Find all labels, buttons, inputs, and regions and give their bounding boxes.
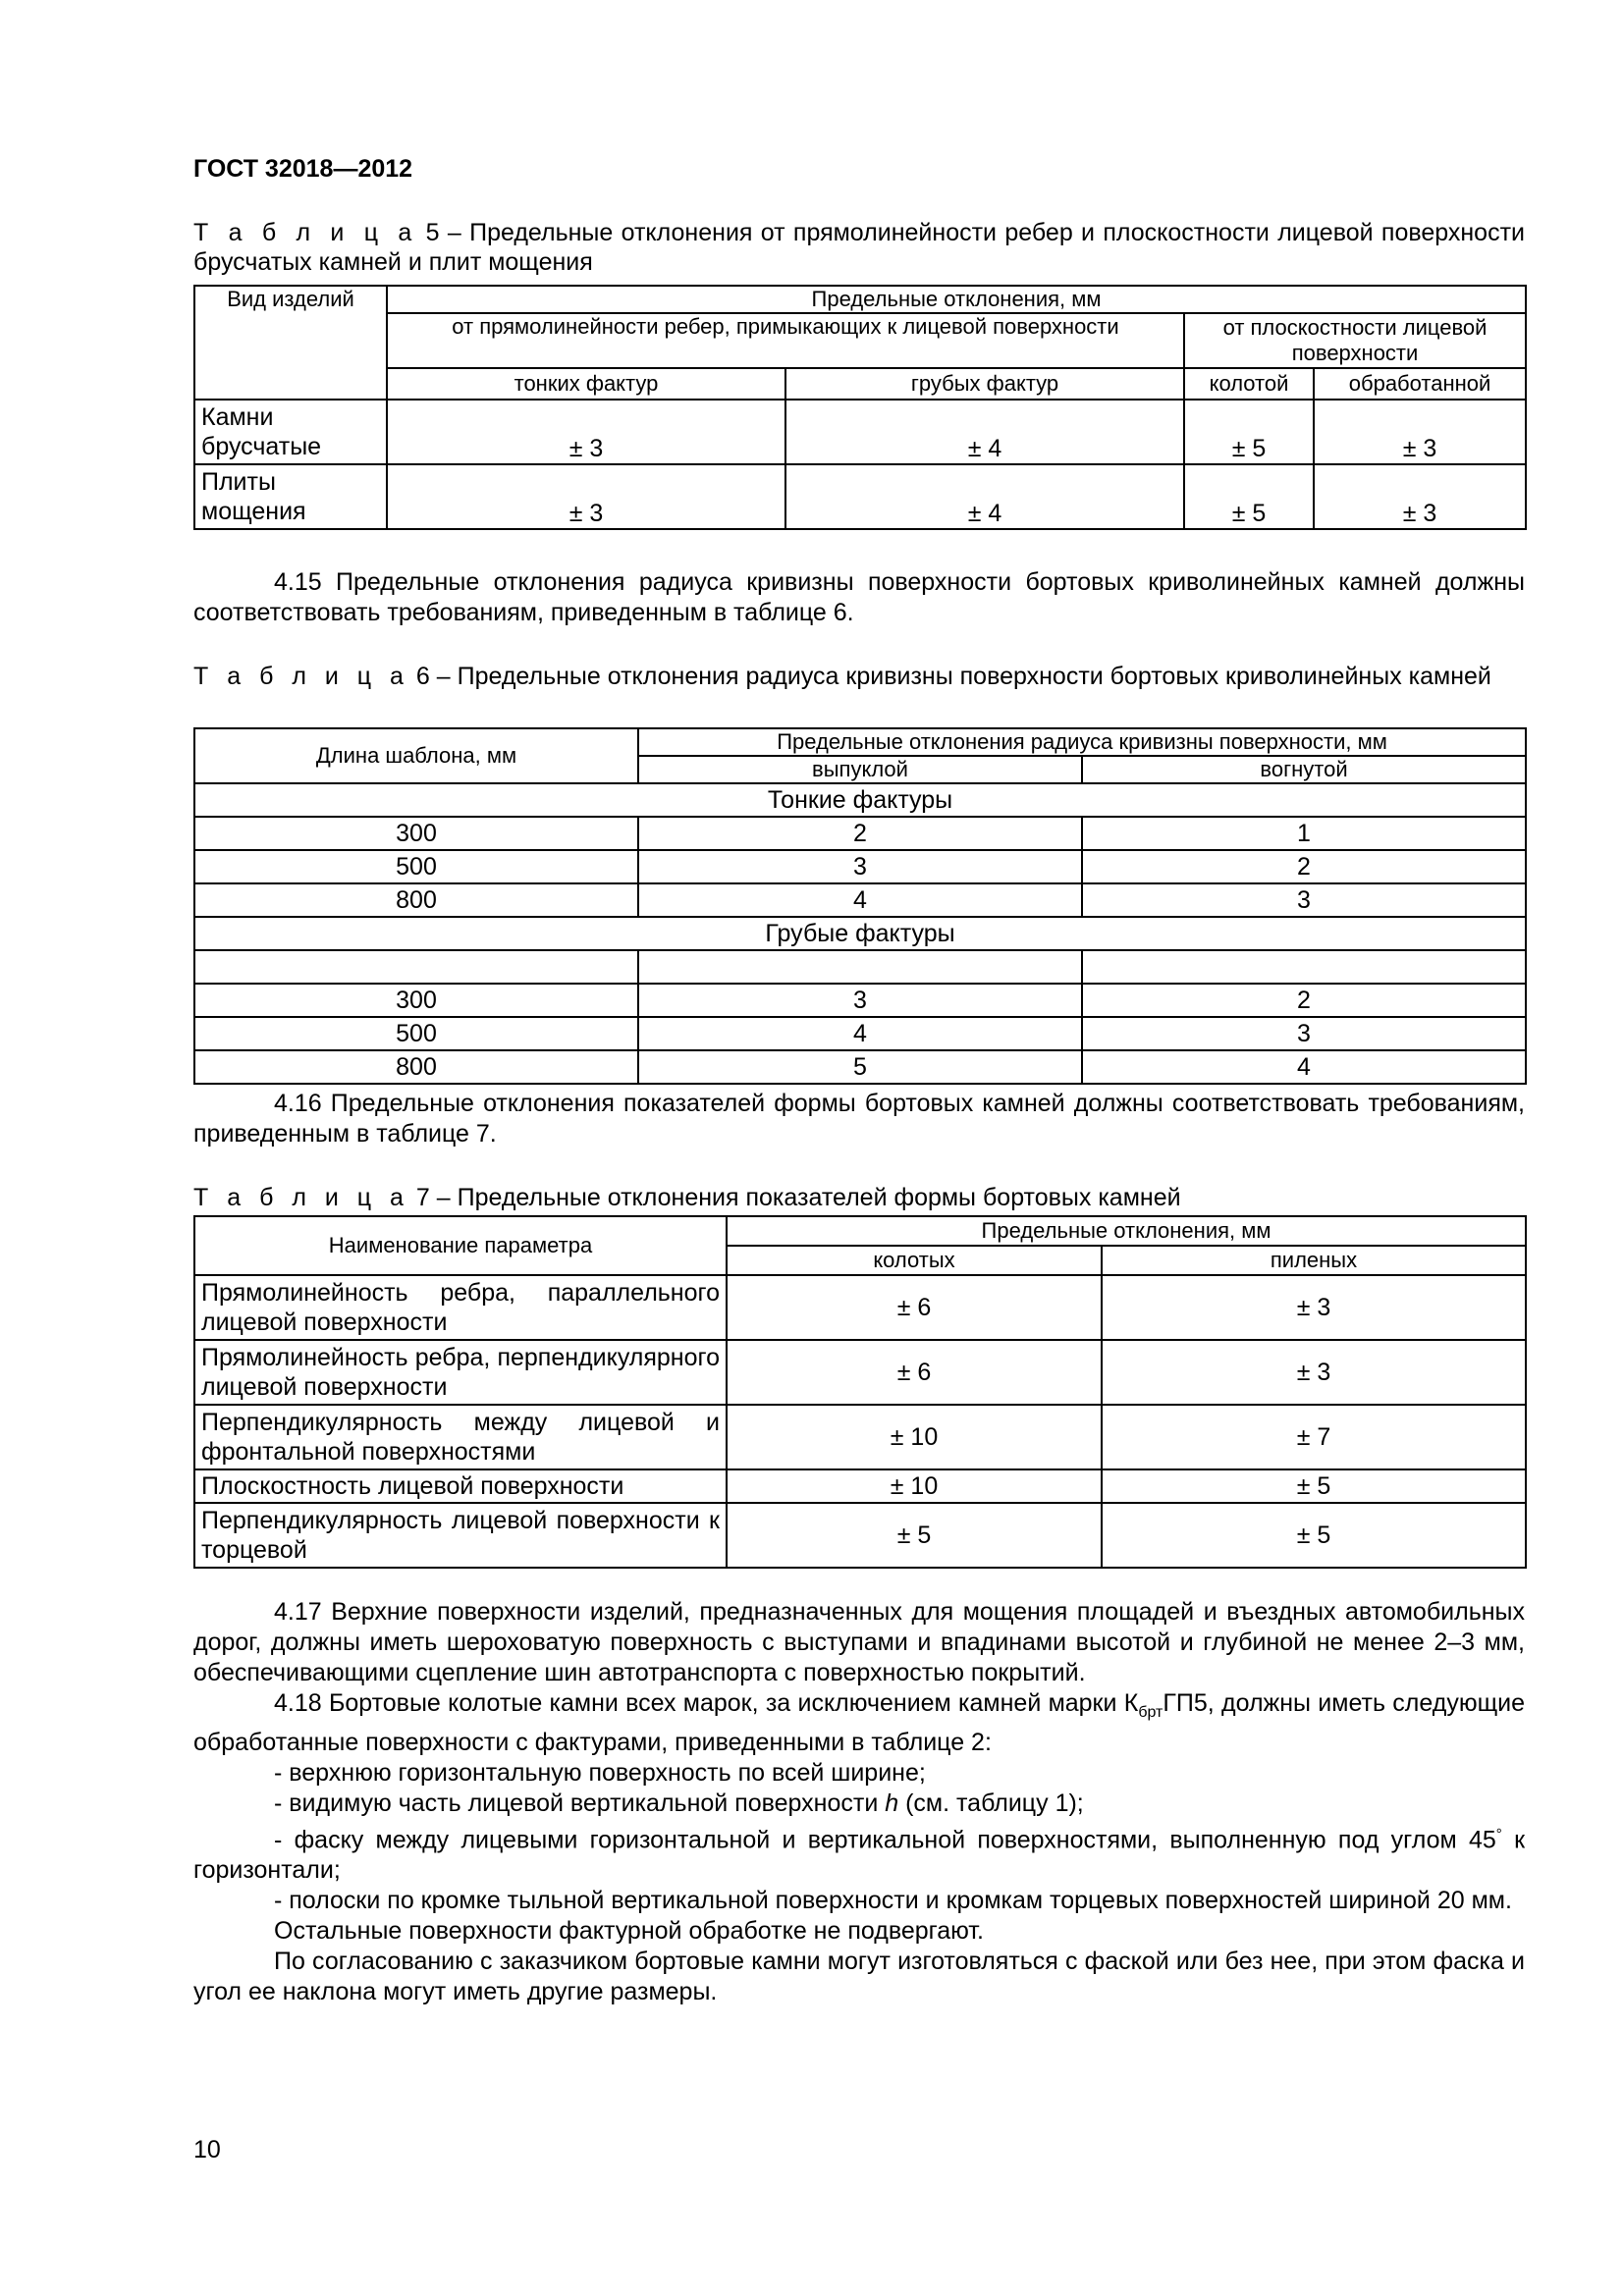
list-item-italic: h [885,1789,899,1817]
table7-cell: ± 10 [727,1469,1102,1503]
paragraph-4-15 [193,567,1525,628]
table7-cell: ± 7 [1102,1405,1526,1469]
table5-cell: ± 3 [1314,464,1526,529]
table5-cell: ± 4 [785,400,1184,464]
table-row [194,1405,1526,1469]
table6 [193,727,1527,1085]
table7-cell: ± 5 [1102,1469,1526,1503]
table7-row-name: Перпендикулярность лицевой поверхности к торцевой [194,1503,727,1568]
table6-cell: 2 [1082,850,1526,883]
table6-header-convex: выпуклой [638,756,1082,783]
table7 [193,1215,1527,1569]
table5-header-thin: тонких фактур [387,368,785,400]
table5-header-limits: Предельные отклонения, мм [387,286,1526,313]
table7-cell: ± 3 [1102,1340,1526,1405]
table6-cell: 4 [638,883,1082,917]
table7-header-limits: Предельные отклонения, мм [727,1216,1526,1246]
list-item [193,1789,1525,1819]
paragraph-4-18 [193,1688,1525,1758]
table6-cell: 3 [638,850,1082,883]
table7-cell: ± 3 [1102,1275,1526,1340]
table5-cell: ± 4 [785,464,1184,529]
table6-section-rough: Грубые фактуры [194,917,1526,950]
table6-empty-cell [638,950,1082,984]
paragraph-4-16-text: 4.16 Предельные отклонения показателей формы бортовых камней должны соответствовать требованиям, приведенным в таблице 7. [193,1090,1525,1148]
table-row [194,950,1526,984]
table5-row-name: Камни брусчатые [194,400,387,464]
paragraph-4-15-text: 4.15 Предельные отклонения радиуса кривизны поверхности бортовых криволинейных камней должны соответствовать требованиям, приведенным в таблице 6. [193,568,1525,626]
table6-cell: 3 [1082,1017,1526,1050]
table6-header-concave: вогнутой [1082,756,1526,783]
table7-cell: ± 6 [727,1340,1102,1405]
degree-sign: ° [1495,1826,1502,1842]
table7-row-name: Прямолинейность ребра, перпендикулярного лицевой поверхности [194,1340,727,1405]
table7-cell: ± 6 [727,1275,1102,1340]
table5-caption [193,218,1525,277]
table5-cell: ± 5 [1184,464,1314,529]
table5-cell: ± 5 [1184,400,1314,464]
table6-caption-prefix: Т а б л и ц а [193,663,409,690]
table-row [194,1340,1526,1405]
table6-cell: 3 [1082,883,1526,917]
table-row [194,400,1526,464]
table6-cell: 4 [1082,1050,1526,1084]
table-row [194,1050,1526,1084]
table-row [194,1275,1526,1340]
doc-code-header: ГОСТ 32018—2012 [193,155,413,183]
table7-row-name: Прямолинейность ребра, параллельного лицевой поверхности [194,1275,727,1340]
page-number: 10 [193,2136,221,2163]
table-row [194,1017,1526,1050]
p418-text-a: 4.18 Бортовые колотые камни всех марок, за исключением камней марки К [274,1689,1139,1717]
table6-cell: 300 [194,817,638,850]
table6-empty-cell [194,950,638,984]
table5-cell: ± 3 [1314,400,1526,464]
table7-cell: ± 5 [727,1503,1102,1568]
table6-section-thin: Тонкие фактуры [194,783,1526,817]
list-item-text: - видимую часть лицевой вертикальной поверхности [274,1789,886,1817]
p418-text-b: ГП5, должны иметь следующие обработанные поверхности с фактурами, приведенными в таблице 2: [193,1689,1526,1756]
list-item-text: (см. таблицу 1); [898,1789,1084,1817]
table7-caption [193,1183,1525,1212]
table6-caption [193,662,1525,691]
table6-cell: 4 [638,1017,1082,1050]
table6-cell: 800 [194,883,638,917]
table-row [194,1469,1526,1503]
table7-header-chipped: колотых [727,1246,1102,1275]
table7-caption-text: 7 – Предельные отклонения показателей формы бортовых камней [408,1184,1181,1211]
list-item: - верхнюю горизонтальную поверхность по всей ширине; [274,1759,926,1787]
table-row [194,883,1526,917]
table6-cell: 300 [194,984,638,1017]
table7-header-sawn: пиленых [1102,1246,1526,1275]
table6-cell: 500 [194,1017,638,1050]
table7-row-name: Плоскостность лицевой поверхности [194,1469,727,1503]
table-row [194,1503,1526,1568]
table6-cell: 5 [638,1050,1082,1084]
paragraph-remaining: Остальные поверхности фактурной обработке не подвергают. [274,1917,984,1946]
body-text-block [193,1597,1525,2007]
table7-cell: ± 10 [727,1405,1102,1469]
table5-cell: ± 3 [387,400,785,464]
list-item-text: к горизонтали; [193,1826,1526,1885]
table6-cell: 800 [194,1050,638,1084]
paragraph-4-16 [193,1089,1525,1149]
table5-header-flatness: от плоскостности лицевой поверхности [1184,313,1526,368]
table6-header-limits: Предельные отклонения радиуса кривизны поверхности, мм [638,728,1526,756]
table-row [194,984,1526,1017]
table7-caption-prefix: Т а б л и ц а [193,1184,409,1211]
table5-header-kind: Вид изделий [194,286,387,400]
table5-header-processed: обработанной [1314,368,1526,400]
table5-caption-prefix: Т а б л и ц а [193,219,418,246]
table6-cell: 500 [194,850,638,883]
p418-subscript: брт [1138,1704,1163,1721]
table6-cell: 1 [1082,817,1526,850]
table5-header-chipped: колотой [1184,368,1314,400]
table6-cell: 2 [638,817,1082,850]
paragraph-4-17: 4.17 Верхние поверхности изделий, предназначенных для мощения площадей и въездных автомобильных дорог, должны иметь шероховатую поверхность с выступами и впадинами высотой и глубиной не менее 2–3 мм, обеспечивающими сцепление шин автотранспорта с поверхностью покрытий. [193,1598,1525,1686]
table5-cell: ± 3 [387,464,785,529]
table5-caption-text: 5 – Предельные отклонения от прямолинейности ребер и плоскостности лицевой поверхности брусчатых камней и плит мощения [193,219,1525,276]
list-item: - полоски по кромке тыльной вертикальной поверхности и кромкам торцевых поверхностей шириной 20 мм. [274,1887,1512,1915]
table-row [194,464,1526,529]
table7-header-param: Наименование параметра [194,1216,727,1275]
table6-cell: 2 [1082,984,1526,1017]
table7-cell: ± 5 [1102,1503,1526,1568]
table7-row-name: Перпендикулярность между лицевой и фронтальной поверхностями [194,1405,727,1469]
table-row [194,817,1526,850]
table6-cell: 3 [638,984,1082,1017]
table6-empty-cell [1082,950,1526,984]
table6-caption-text: 6 – Предельные отклонения радиуса кривизны поверхности бортовых криволинейных камней [408,663,1491,690]
table5-header-edges: от прямолинейности ребер, примыкающих к лицевой поверхности [387,313,1184,368]
table5-header-rough: грубых фактур [785,368,1184,400]
table-row [194,850,1526,883]
table6-header-length: Длина шаблона, мм [194,728,638,783]
list-item [193,1819,1525,1886]
table5-row-name: Плиты мощения [194,464,387,529]
list-item-text: - фаску между лицевыми горизонтальной и вертикальной поверхностями, выполненную под углом 45 [274,1826,1496,1854]
table5 [193,285,1527,530]
paragraph-agreement: По согласованию с заказчиком бортовые камни могут изготовляться с фаской или без нее, при этом фаска и угол ее наклона могут иметь другие размеры. [193,1948,1525,2006]
